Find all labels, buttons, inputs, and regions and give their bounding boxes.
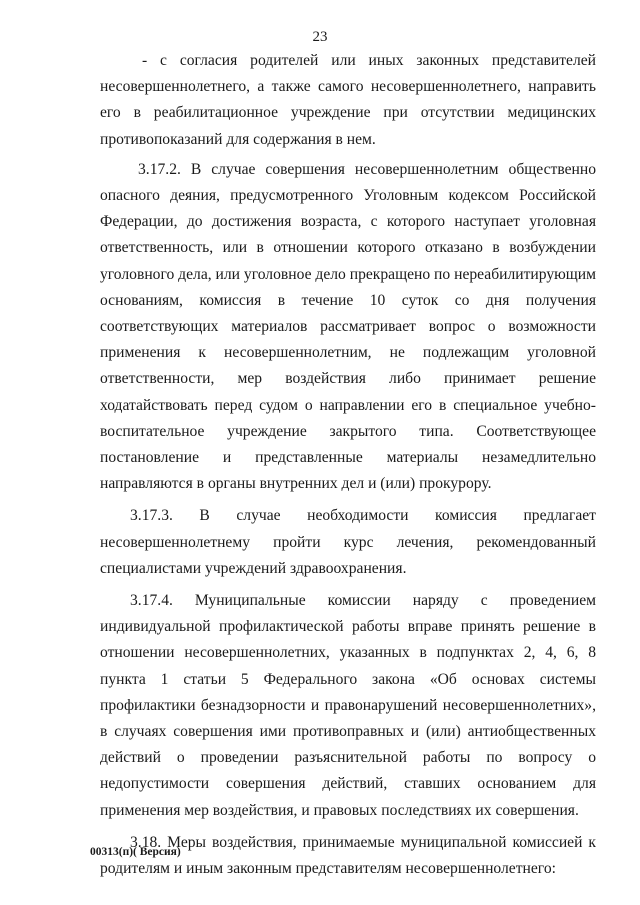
- paragraph-3-17-4: 3.17.4. Муниципальные комиссии наряду с проведением индивидуальной профилактической работы вправе принять решение в отношении несовершеннолетних, указанных в подпунктах 2, 4, 6, 8 пункта 1 статьи 5 Федерального закона «Об основах системы профилактики безнадзорности и правонарушений несовершеннолетних», в случаях совершения ими противоправных и (или) антиобщественных действий о проведении разъяснительной работы по вопросу о недопустимости совершения действий, ставших основанием для применения мер воздействия, и правовых последствиях их совершения.: [100, 592, 596, 819]
- document-body: [100, 48, 596, 882]
- paragraph-3-17-3: 3.17.3. В случае необходимости комиссия предлагает несовершеннолетнему пройти курс лечения, рекомендованный специалистами учреждений здравоохранения.: [100, 507, 596, 577]
- paragraph-3-18: 3.18. Меры воздействия, принимаемые муниципальной комиссией к родителям и иным законным представителям несовершеннолетнего:: [100, 833, 596, 878]
- page-number: 23: [312, 29, 328, 45]
- paragraph-consent-rehabilitation: - с согласия родителей или иных законных представителей несовершеннолетнего, а также самого несовершеннолетнего, направить его в реабилитационное учреждение при отсутствии медицинских противопоказаний для содержания в нем.: [100, 52, 596, 148]
- paragraph-3-17-2: 3.17.2. В случае совершения несовершеннолетним общественно опасного деяния, предусмотренного Уголовным кодексом Российской Федерации, до достижения возраста, с которого наступает уголовная ответственность, или в отношении которого отказано в возбуждении уголовного дела, или уголовное дело прекращено по нереабилитирующим основаниям, комиссия в течение 10 суток со дня получения соответствующих материалов рассматривает вопрос о возможности применения к несовершеннолетним, не подлежащим уголовной ответственности, мер воздействия либо принимает решение ходатайствовать перед судом о направлении его в специальное учебно-воспитательное учреждение закрытого типа. Соответствующее постановление и представленные материалы незамедлительно направляются в органы внутренних дел и (или) прокурору.: [100, 160, 597, 493]
- document-footer-code: 00313(п)( Версия): [90, 846, 181, 858]
